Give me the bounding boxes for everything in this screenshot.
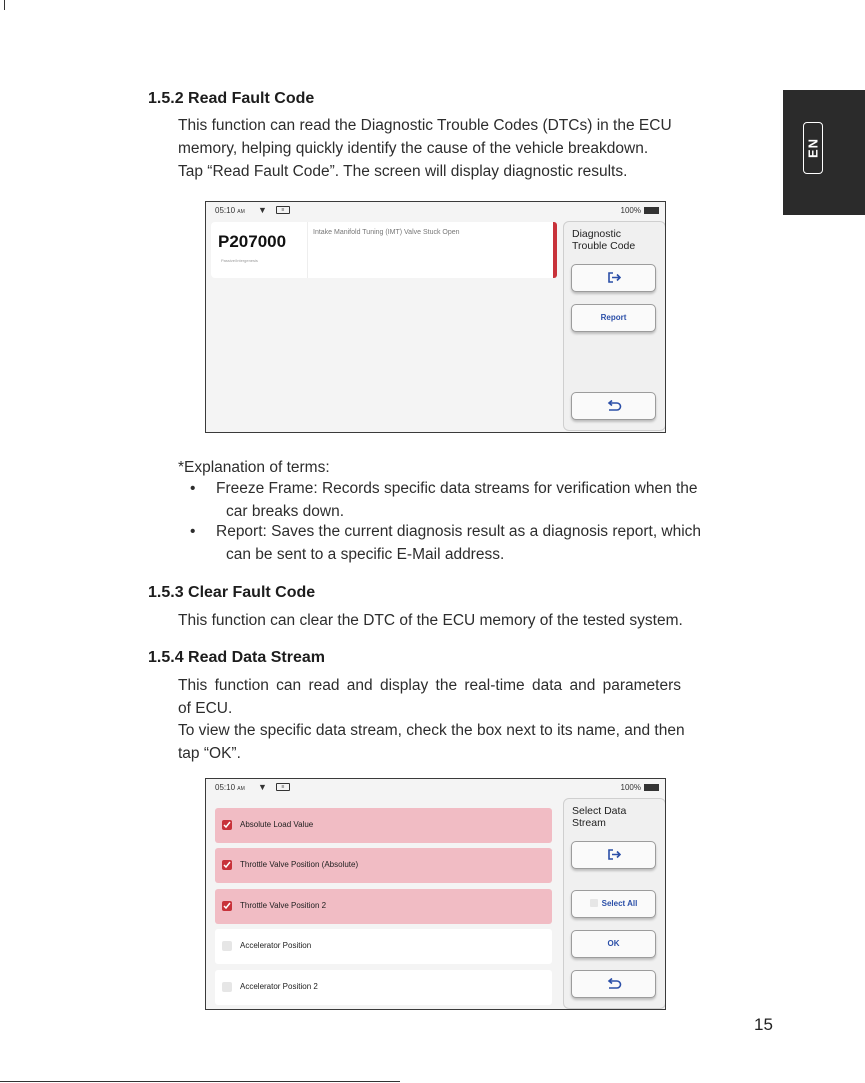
checkbox-checked[interactable] — [222, 820, 232, 830]
data-stream-row[interactable] — [215, 889, 552, 924]
screenshot-diagnostic-trouble-code — [205, 201, 666, 433]
dtc-code: P207000 — [218, 232, 287, 251]
status-time: 05:10 AM — [215, 206, 245, 215]
data-stream-label: Throttle Valve Position 2 — [240, 901, 327, 910]
battery-icon — [644, 207, 659, 214]
crop-mark — [4, 0, 5, 10]
checkbox-unchecked[interactable] — [222, 941, 232, 951]
bottom-rule — [0, 1081, 400, 1082]
back-arrow-icon — [606, 400, 622, 411]
paragraph-clear-fault: This function can clear the DTC of the ECU memory of the tested system. — [178, 612, 683, 629]
paragraph-read-stream-instruction-line1: To view the specific data stream, check the box next to its name, and then — [178, 722, 685, 739]
status-time: 05:10 AM — [215, 783, 245, 792]
section-heading-clear-fault-code: 1.5.3 Clear Fault Code — [148, 584, 316, 601]
paragraph-read-stream-line2: of ECU. — [178, 700, 233, 717]
bullet-dot: • — [190, 523, 196, 540]
data-stream-row[interactable] — [215, 808, 552, 843]
exit-icon — [607, 272, 621, 283]
exit-button[interactable] — [571, 841, 656, 869]
panel-title: Diagnostic Trouble Code — [572, 228, 636, 252]
checkbox-checked[interactable] — [222, 901, 232, 911]
language-tab-frame — [803, 122, 823, 174]
side-panel — [563, 798, 666, 1009]
section-heading-read-fault-code: 1.5.2 Read Fault Code — [148, 90, 315, 107]
exit-button[interactable] — [571, 264, 656, 292]
data-stream-row[interactable] — [215, 929, 552, 964]
wifi-icon: ▼ — [258, 782, 267, 792]
wifi-icon: ▼ — [258, 205, 267, 215]
section-heading-read-data-stream: 1.5.4 Read Data Stream — [148, 649, 325, 666]
panel-title: Select Data Stream — [572, 805, 627, 829]
battery-icon — [644, 784, 659, 791]
data-stream-row[interactable] — [215, 848, 552, 883]
dtc-description: Intake Manifold Tuning (IMT) Valve Stuck Open — [313, 229, 460, 236]
select-all-button[interactable] — [571, 890, 656, 918]
data-stream-label: Accelerator Position 2 — [240, 982, 318, 991]
paragraph-read-stream-instruction-line2: tap “OK”. — [178, 745, 241, 762]
bullet-dot: • — [190, 480, 196, 497]
data-stream-row[interactable] — [215, 970, 552, 1005]
battery-indicator: 100% — [621, 783, 659, 792]
data-stream-label: Throttle Valve Position (Absolute) — [240, 860, 359, 869]
vci-connector-icon: ≡ — [276, 206, 290, 214]
back-arrow-icon — [606, 978, 622, 989]
battery-indicator: 100% — [621, 206, 659, 215]
paragraph-read-stream-line1: This function can read and display the real-time data and parameters — [178, 677, 682, 694]
bullet-freeze-frame: • Freeze Frame: Records specific data streams for verification when the car breaks down. — [190, 477, 776, 523]
back-button[interactable] — [571, 970, 656, 998]
language-label: EN — [805, 137, 821, 159]
dtc-card[interactable] — [211, 222, 557, 278]
page-number: 15 — [754, 1015, 773, 1034]
explanation-title: *Explanation of terms: — [178, 459, 330, 476]
dtc-status: Passive/Intergenesis — [221, 258, 258, 263]
select-all-label: Select All — [601, 899, 638, 908]
vci-connector-icon: ≡ — [276, 783, 290, 791]
status-bar — [206, 779, 665, 797]
paragraph-read-fault-line1: This function can read the Diagnostic Trouble Codes (DTCs) in the ECU — [178, 117, 672, 134]
select-all-checkbox[interactable] — [590, 899, 598, 907]
report-button[interactable]: Report — [571, 304, 656, 332]
paragraph-read-fault-line2: memory, helping quickly identify the cause of the vehicle breakdown. — [178, 140, 649, 157]
ok-button[interactable]: OK — [571, 930, 656, 958]
back-button[interactable] — [571, 392, 656, 420]
checkbox-unchecked[interactable] — [222, 982, 232, 992]
dtc-severity-bar — [553, 222, 557, 278]
data-stream-label: Accelerator Position — [240, 941, 312, 950]
side-panel — [563, 221, 666, 431]
bullet-report: • Report: Saves the current diagnosis result as a diagnosis report, which can be sent to a specific E-Mail address. — [190, 520, 776, 566]
data-stream-label: Absolute Load Value — [240, 820, 314, 829]
dtc-divider — [307, 222, 308, 278]
language-tab — [783, 90, 865, 215]
exit-icon — [607, 849, 621, 860]
checkbox-checked[interactable] — [222, 860, 232, 870]
status-bar — [206, 202, 665, 220]
screenshot-select-data-stream — [205, 778, 666, 1010]
paragraph-read-fault-instruction: Tap “Read Fault Code”. The screen will display diagnostic results. — [178, 163, 628, 180]
